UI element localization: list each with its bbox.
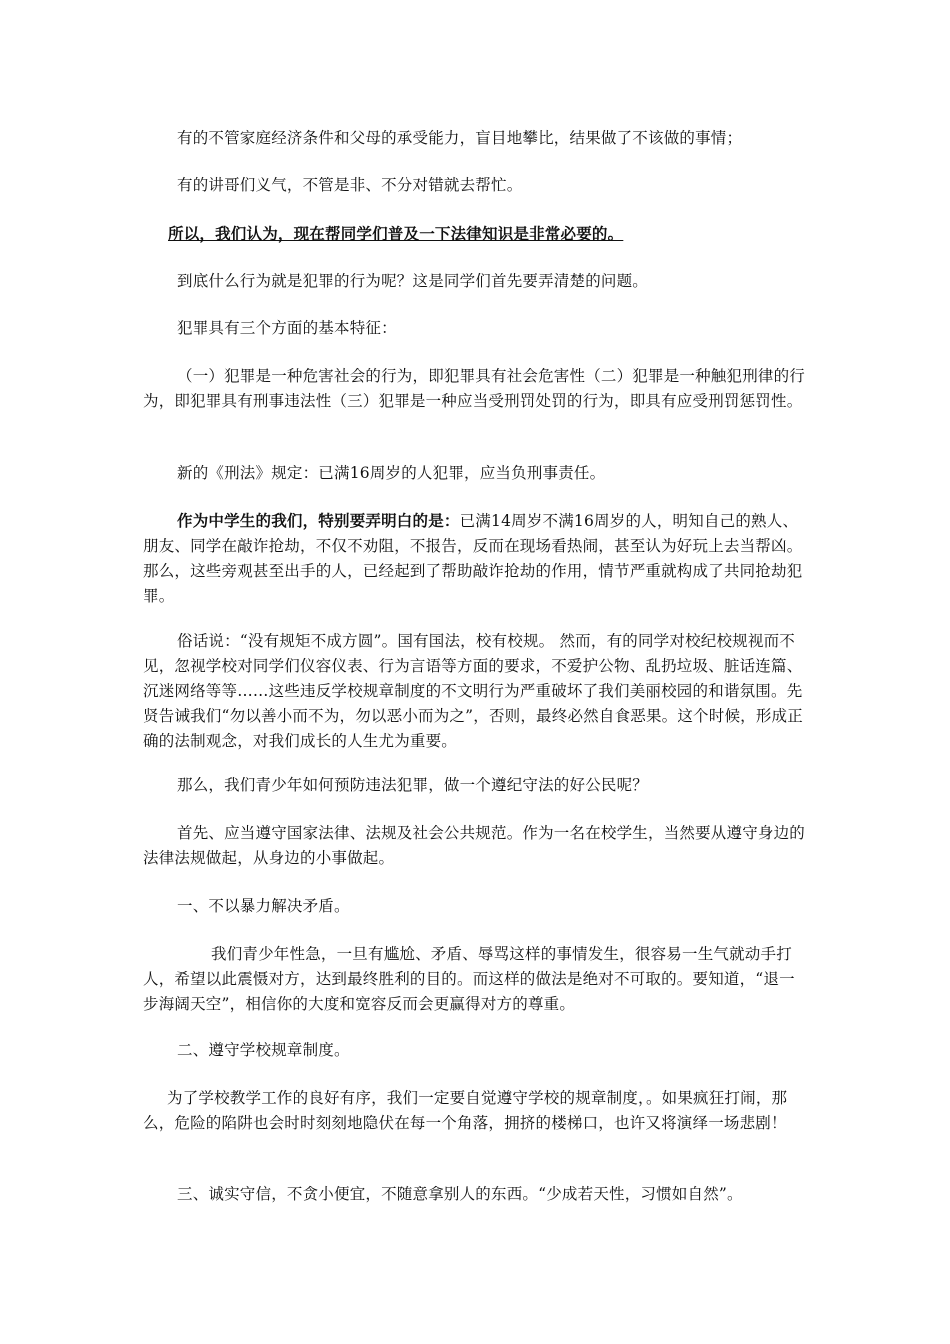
paragraph-criminal-law-age: 新的《刑法》规定：已满16周岁的人犯罪，应当负刑事责任。 — [177, 464, 606, 482]
paragraph-lead-bold: 作为中学生的我们，特别要弄明白的是： — [177, 511, 460, 530]
heading-point-three: 三、诚实守信，不贪小便宜，不随意拿别人的东西。“少成若天性，习惯如自然”。 — [177, 1185, 743, 1203]
paragraph-what-is-crime: 到底什么行为就是犯罪的行为呢？这是同学们首先要弄清楚的问题。 — [177, 272, 649, 290]
heading-point-one: 一、不以暴力解决矛盾。 — [177, 897, 350, 915]
paragraph-brotherhood: 有的讲哥们义气，不管是非、不分对错就去帮忙。 — [177, 176, 523, 194]
paragraph-crime-features: （一）犯罪是一种危害社会的行为，即犯罪具有社会危害性（二）犯罪是一种触犯刑律的行为，即犯罪具有刑事违法性（三）犯罪是一种应当受刑罚处罚的行为，即具有应受刑罚惩罚性。 — [143, 367, 806, 410]
paragraph-middle-school-students — [143, 508, 807, 609]
heading-point-two: 二、遵守学校规章制度。 — [177, 1041, 350, 1059]
paragraph-conclusion-bold: 所以，我们认为，现在帮同学们普及一下法律知识是非常必要的。 — [168, 224, 624, 243]
paragraph-how-to-prevent: 那么，我们青少年如何预防违法犯罪，做一个遵纪守法的好公民呢？ — [177, 776, 649, 794]
paragraph-first-obey-law: 首先、应当遵守国家法律、法规及社会公共规范。作为一名在校学生，当然要从遵守身边的法律法规做起，从身边的小事做起。 — [143, 824, 806, 867]
paragraph-body: 已满14周岁不满16周岁的人，明知自己的熟人、朋友、同学在敲诈抢劫，不仅不劝阻，不报告，反而在现场看热闹，甚至认为好玩上去当帮凶。那么，这些旁观甚至出手的人，已经起到了帮助敲诈抢劫的作用，情节严重就构成了共同抢劫犯罪。 — [143, 512, 803, 605]
paragraph-school-rules: 为了学校教学工作的良好有序，我们一定要自觉遵守学校的规章制度，。如果疯狂打闹，那么，危险的陷阱也会时时刻刻地隐伏在每一个角落，拥挤的楼梯口，也许又将演绎一场悲剧！ — [143, 1089, 788, 1132]
paragraph-crime-features-intro: 犯罪具有三个方面的基本特征： — [177, 319, 397, 337]
paragraph-rules-proverb: 俗话说：“没有规矩不成方圆”。国有国法，校有校规。 然而，有的同学对校纪校规视而不见，忽视学校对同学们仪容仪表、行为言语等方面的要求，不爱护公物、乱扔垃圾、脏话连篇、沉迷网络等等……这些违反学校规章制度的不文明行为严重破坏了我们美丽校园的和谐氛围。先贤告诫我们“勿以善小而不为，勿以恶小而为之”，否则，最终必然自食恶果。这个时候，形成正确的法制观念，对我们成长的人生尤为重要。 — [143, 632, 803, 750]
paragraph-comparison: 有的不管家庭经济条件和父母的承受能力，盲目地攀比，结果做了不该做的事情； — [177, 129, 743, 147]
paragraph-no-violence: 我们青少年性急，一旦有尴尬、矛盾、辱骂这样的事情发生，很容易一生气就动手打人，希望以此震慑对方，达到最终胜利的目的。而这样的做法是绝对不可取的。要知道，“退一步海阔天空”，相信你的大度和宽容反而会更赢得对方的尊重。 — [143, 945, 795, 1013]
